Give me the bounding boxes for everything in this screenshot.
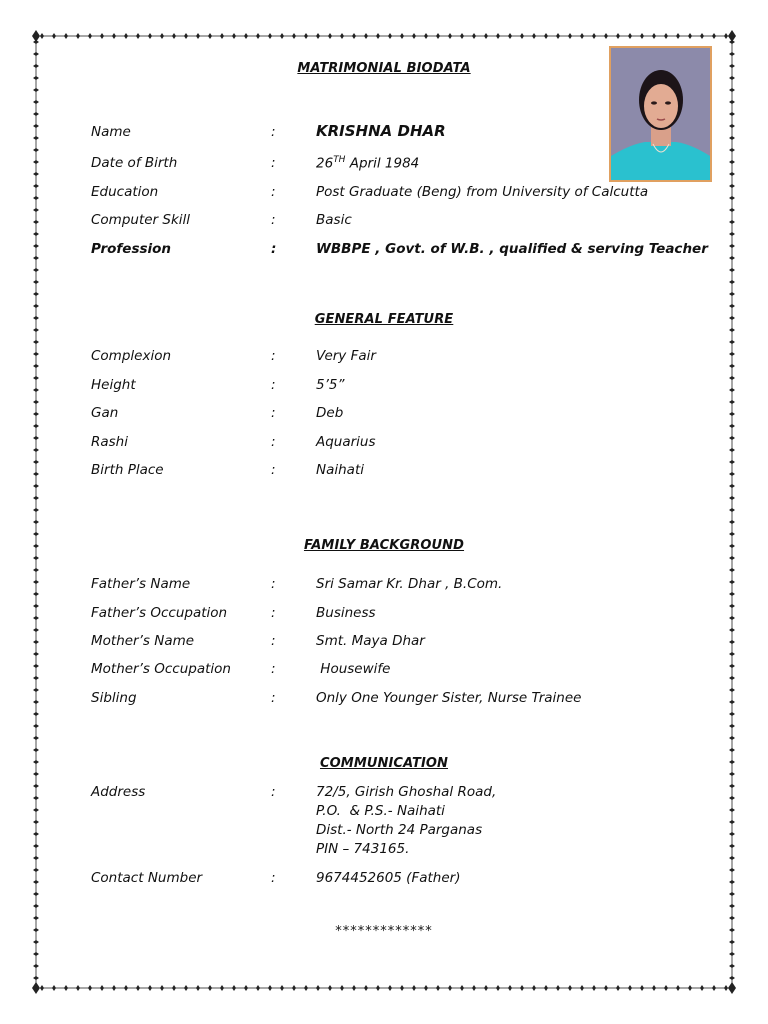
row-profession [0,241,768,261]
separator: : [271,348,276,364]
separator: : [271,870,276,886]
contact-number-value: 9674452605 (Father) [316,870,461,886]
birth-place-value: Naihati [316,462,364,478]
separator: : [271,184,276,200]
closing-stars: ************* [335,924,433,939]
sibling-label: Sibling [91,690,137,706]
height-label: Height [91,377,136,393]
family-background-heading: FAMILY BACKGROUND [303,538,465,553]
address-label: Address [91,784,146,800]
address-line: Dist.- North 24 Parganas [316,822,483,838]
sibling-value: Only One Younger Sister, Nurse Trainee [316,690,582,706]
mother-occupation-label: Mother’s Occupation [91,661,231,677]
height-value: 5’5” [316,377,345,393]
address-line: PIN – 743165. [316,841,410,857]
row-name [0,124,768,144]
separator: : [271,690,276,706]
separator: : [271,661,276,677]
contact-number-label: Contact Number [91,870,203,886]
birth-place-label: Birth Place [91,462,164,478]
gan-label: Gan [91,405,119,421]
dob-day: 26 [316,155,334,172]
separator: : [271,434,276,450]
separator: : [271,212,276,228]
row-dob [0,155,768,175]
row-height [0,377,768,397]
complexion-label: Complexion [91,348,172,364]
computer-skill-label: Computer Skill [91,212,191,228]
name-value: KRISHNA DHAR [316,122,446,140]
dob-rest: April 1984 [345,155,420,172]
name-label: Name [91,124,131,140]
computer-skill-value: Basic [316,212,352,228]
row-father-name [0,576,768,596]
row-mother-occupation [0,661,768,681]
father-name-value: Sri Samar Kr. Dhar , B.Com. [316,576,503,592]
father-occupation-value: Business [316,605,376,621]
page-title: MATRIMONIAL BIODATA [297,61,471,76]
profession-value: WBBPE , Govt. of W.B. , qualified & serving Teacher [316,241,708,257]
general-feature-heading: GENERAL FEATURE [314,312,454,327]
complexion-value: Very Fair [316,348,376,364]
separator: : [271,633,276,649]
communication-heading: COMMUNICATION [319,756,449,771]
separator: : [271,377,276,393]
mother-occupation-value: Housewife [316,661,391,677]
separator: : [271,241,277,257]
separator: : [271,405,276,421]
rashi-label: Rashi [91,434,128,450]
row-birth-place [0,462,768,482]
separator: : [271,576,276,592]
profession-label: Profession [91,241,172,257]
row-mother-name [0,633,768,653]
row-rashi [0,434,768,454]
father-name-label: Father’s Name [91,576,191,592]
address-line: 72/5, Girish Ghoshal Road, [316,784,497,800]
dob-value [316,155,419,172]
education-label: Education [91,184,159,200]
dob-label: Date of Birth [91,155,178,171]
gan-value: Deb [316,405,344,421]
row-complexion [0,348,768,368]
row-gan [0,405,768,425]
dob-suffix: TH [333,155,346,165]
father-occupation-label: Father’s Occupation [91,605,228,621]
row-sibling [0,690,768,710]
rashi-value: Aquarius [316,434,376,450]
row-contact-number [0,870,768,890]
separator: : [271,605,276,621]
row-father-occupation [0,605,768,625]
mother-name-value: Smt. Maya Dhar [316,633,425,649]
row-education [0,184,768,204]
separator: : [271,462,276,478]
separator: : [271,784,276,800]
row-computer-skill [0,212,768,232]
education-value: Post Graduate (Beng) from University of Calcutta [316,184,649,200]
mother-name-label: Mother’s Name [91,633,195,649]
separator: : [271,124,276,140]
address-line: P.O. & P.S.- Naihati [316,803,445,819]
separator: : [271,155,276,171]
